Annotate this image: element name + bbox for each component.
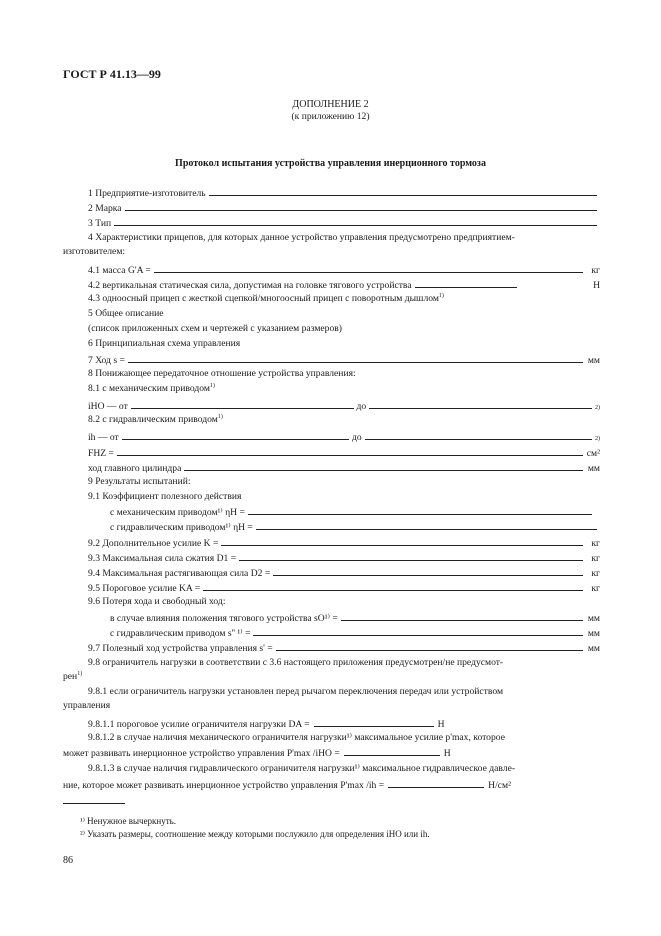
label-max-tension: 9.4 Максимальная растягивающая сила D2 =: [88, 568, 271, 579]
label-hydraulic: 8.2 с гидравлическим приводом: [88, 414, 218, 425]
unit-n: Н: [437, 719, 445, 730]
item-4-3: [88, 293, 600, 305]
protocol-title: Протокол испытания устройства управления инерционного тормоза: [175, 158, 486, 169]
label-fhz: FHZ =: [88, 448, 114, 459]
input-max-tension[interactable]: [273, 566, 583, 576]
unit-kg: кг: [591, 583, 600, 594]
item-6: 6 Принципиальная схема управления: [88, 338, 241, 349]
input-hydr-limiter-pressure[interactable]: [388, 778, 484, 788]
field-4-2: [88, 278, 600, 290]
item-8: 8 Понижающее передаточное отношение устройства управления:: [88, 368, 356, 379]
addendum-title: ДОПОЛНЕНИЕ 2: [292, 99, 369, 110]
label-type: 3 Тип: [88, 218, 112, 229]
unit-n: Н: [593, 280, 600, 291]
label-stroke-loss: в случае влияния положения тягового устройства sO¹⁾ =: [110, 613, 338, 624]
field-9-2: [88, 536, 600, 548]
field-manufacturer: [88, 186, 600, 198]
label-useful-stroke: 9.7 Полезный ход устройства управления s' =: [88, 643, 273, 654]
field-type: [88, 216, 600, 228]
field-brand: [88, 201, 600, 213]
input-eff-hydr[interactable]: [256, 520, 597, 530]
label-brand: 2 Марка: [88, 203, 122, 214]
item-9: 9 Результаты испытаний:: [88, 476, 191, 487]
field-9-8-1-2: [63, 746, 600, 758]
input-stroke-loss[interactable]: [341, 611, 583, 621]
input-vertical-force[interactable]: [415, 278, 517, 288]
item-4-text: 4 Характеристики прицепов, для которых данное устройство управления предусмотрено предприятием-: [88, 232, 515, 243]
label-iho-from: iHO — от: [88, 401, 128, 412]
addendum-subtitle: (к приложению 12): [291, 111, 370, 122]
item-9-8-1-cont: управления: [63, 700, 111, 711]
input-free-stroke[interactable]: [253, 626, 583, 636]
unit-mm: мм: [587, 463, 600, 474]
unit-kg: кг: [591, 568, 600, 579]
input-iho-from[interactable]: [131, 399, 354, 409]
label-trailer-type: 4.3 одноосный прицеп с жесткой сцепкой/многоосный прицеп с поворотным дышлом: [88, 293, 439, 304]
text-9-8-end: рен: [63, 671, 78, 682]
field-9-8-1-3: [63, 778, 600, 790]
footnote-1: ¹⁾ Ненужное вычеркнуть.: [80, 816, 177, 826]
unit-n-cm2: Н/см²: [488, 780, 511, 791]
label-limiter-threshold: 9.8.1.1 пороговое усилие ограничителя нагрузки DA =: [88, 719, 310, 730]
field-8-2-fhz: [88, 446, 600, 458]
label-hydr-limiter-pressure: ние, которое может развивать инерционное устройство управления P'max /ih =: [63, 780, 385, 791]
field-9-3: [88, 551, 600, 563]
item-9-8-1: 9.8.1 если ограничитель нагрузки установлен перед рычагом переключения передач или устройством: [88, 686, 504, 697]
item-9-6: 9.6 Потеря хода и свободный ход:: [88, 596, 226, 607]
field-4-1-mass: [88, 263, 600, 275]
item-8-2: [88, 414, 600, 426]
unit-mm: мм: [587, 613, 600, 624]
footnote-ref-1: 1): [217, 413, 223, 420]
item-9-8-1-2: 9.8.1.2 в случае наличия механического ограничителя нагрузки¹⁾ максимальное усилие p'max, которое: [88, 732, 505, 743]
input-additional-force[interactable]: [221, 536, 583, 546]
input-fhz[interactable]: [117, 446, 583, 456]
field-9-5: [88, 581, 600, 593]
unit-mm: мм: [587, 643, 600, 654]
label-max-compression: 9.3 Максимальная сила сжатия D1 =: [88, 553, 237, 564]
label-additional-force: 9.2 Дополнительное усилие K =: [88, 538, 219, 549]
field-9-8-1-1: [88, 717, 600, 729]
item-5: 5 Общее описание: [88, 308, 164, 319]
label-eff-mech: с механическим приводом¹⁾ ηH =: [110, 507, 245, 518]
input-ih-to[interactable]: [365, 430, 592, 440]
page-number: 86: [63, 855, 73, 866]
unit-kg: кг: [591, 553, 600, 564]
footnote-ref-1: 1): [438, 292, 444, 299]
field-9-6-b: [110, 626, 600, 638]
footnote-divider: [63, 803, 125, 804]
label-free-stroke: с гидравлическим приводом s'' ¹⁾ =: [110, 628, 251, 639]
unit-n: Н: [443, 748, 451, 759]
field-9-6-a: [110, 611, 600, 623]
label-eff-hydr: с гидравлическим приводом¹⁾ ηH =: [110, 522, 253, 533]
field-9-1-hydr: [110, 520, 600, 532]
item-9-1: 9.1 Коэффициент полезного действия: [88, 491, 242, 502]
label-mechanical: 8.1 с механическим приводом: [88, 383, 210, 394]
label-mech-limiter-force: может развивать инерционное устройство управления P'max /iHO =: [63, 748, 340, 759]
footnote-ref-1: 1): [209, 382, 215, 389]
field-8-2-cylinder: [88, 461, 600, 473]
input-iho-to[interactable]: [369, 399, 592, 409]
label-ih-from: ih — от: [88, 432, 119, 443]
label-vertical-force: 4.2 вертикальная статическая сила, допустимая на головке тягового устройства: [88, 280, 412, 291]
input-useful-stroke[interactable]: [276, 641, 583, 651]
label-mass: 4.1 масса G'A =: [88, 265, 151, 276]
item-9-8-1-3: 9.8.1.3 в случае наличия гидравлического ограничителя нагрузки¹⁾ максимальное гидравлическое давле-: [88, 763, 516, 774]
item-8-1: [88, 383, 600, 395]
input-eff-mech[interactable]: [248, 505, 592, 515]
input-cylinder-stroke[interactable]: [184, 461, 583, 471]
unit-mm: мм: [587, 355, 600, 366]
field-9-4: [88, 566, 600, 578]
input-stroke[interactable]: [128, 353, 583, 363]
field-7-stroke: [88, 353, 600, 365]
input-mech-limiter-force[interactable]: [344, 746, 440, 756]
footnote-2: ²⁾ Указать размеры, соотношение между которыми послужило для определения iHO или ih.: [80, 829, 430, 839]
field-8-2-ratio: ih — от до 2): [88, 432, 600, 443]
input-limiter-threshold[interactable]: [314, 717, 434, 727]
item-9-8: 9.8 ограничитель нагрузки в соответствии с 3.6 настоящего приложения предусмотрен/не предусмот-: [88, 657, 504, 668]
field-9-1-mech: [110, 505, 600, 517]
field-9-7: [88, 641, 600, 653]
input-threshold-force[interactable]: [203, 581, 583, 591]
footnote-ref-1: 1): [77, 670, 83, 677]
unit-cm2: см²: [586, 448, 600, 459]
input-mass[interactable]: [154, 263, 583, 273]
input-type[interactable]: [114, 216, 597, 226]
item-9-8-cont: [63, 671, 600, 683]
label-stroke: 7 Ход s =: [88, 355, 125, 366]
document-header: ГОСТ Р 41.13—99: [63, 67, 161, 81]
label-manufacturer: 1 Предприятие-изготовитель: [88, 188, 206, 199]
input-brand[interactable]: [125, 201, 597, 211]
input-ih-from[interactable]: [122, 430, 349, 440]
unit-kg: кг: [591, 538, 600, 549]
field-8-1-ratio: iHO — от до 2): [88, 401, 600, 412]
unit-mm: мм: [587, 628, 600, 639]
input-manufacturer[interactable]: [209, 186, 597, 196]
label-cylinder-stroke: ход главного цилиндра: [88, 463, 182, 474]
label-iho-to: до: [356, 401, 367, 412]
item-5-note: (список приложенных схем и чертежей с указанием размеров): [88, 323, 342, 334]
label-threshold-force: 9.5 Пороговое усилие KA =: [88, 583, 201, 594]
item-4-text-cont: изготовителем:: [63, 246, 126, 257]
input-max-compression[interactable]: [239, 551, 583, 561]
unit-kg: кг: [591, 265, 600, 276]
label-ih-to: до: [352, 432, 362, 443]
